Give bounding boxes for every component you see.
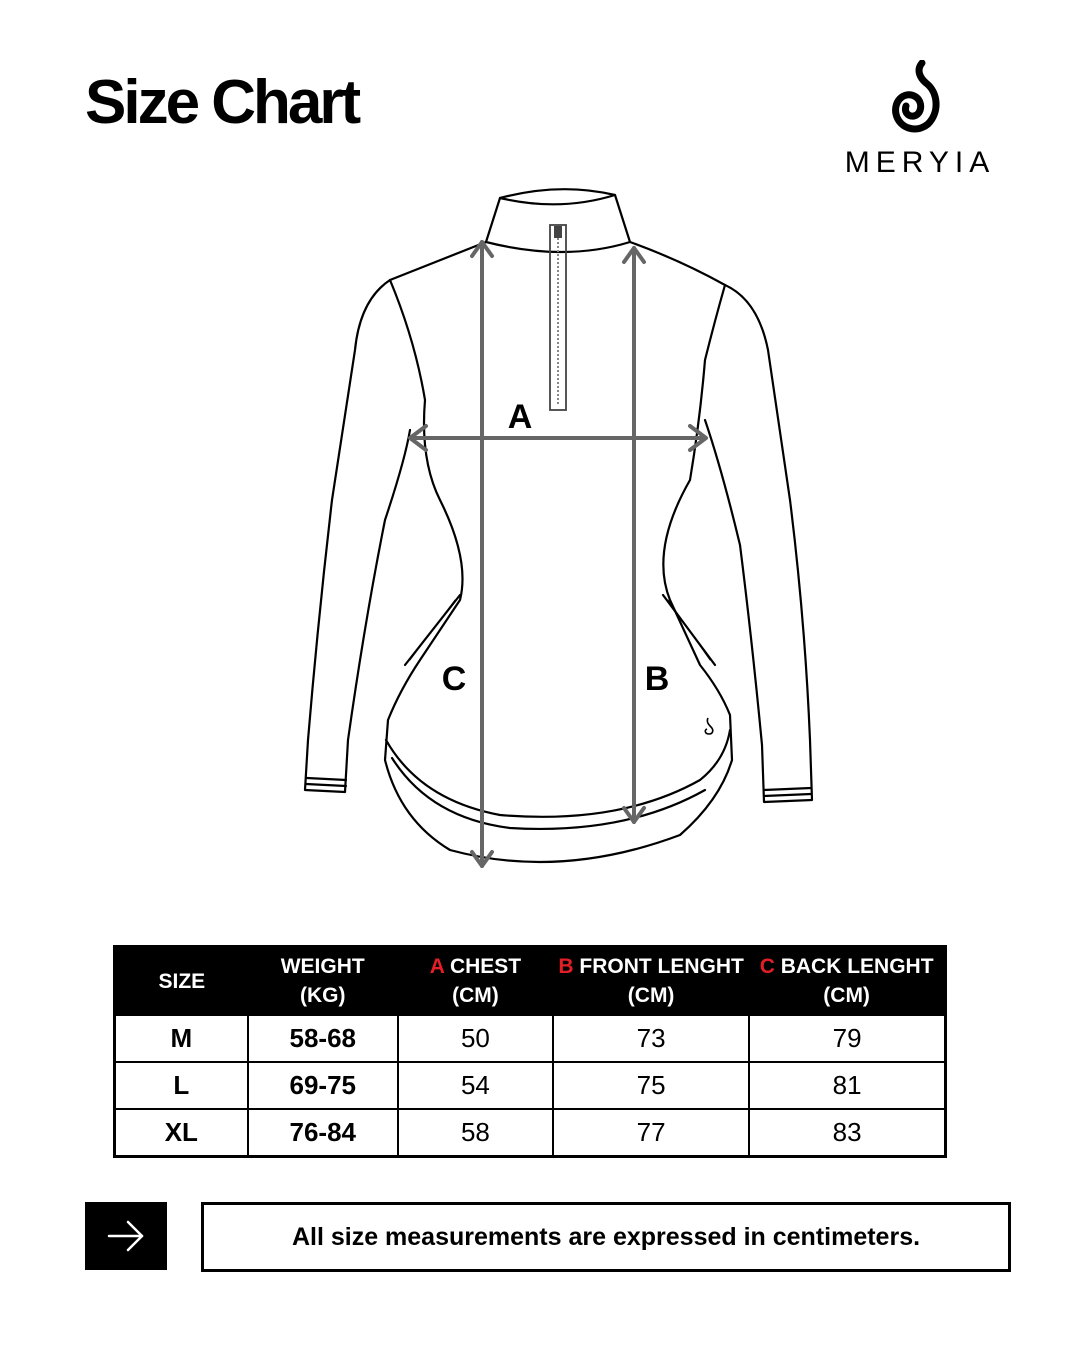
cell-back-length: 81 [749,1062,945,1109]
flame-drop-logo-icon [890,60,950,136]
cell-back-length: 83 [749,1109,945,1157]
brand-name: MERYIA [844,146,996,179]
header-chest: A CHEST (CM) [398,947,553,1016]
cell-weight: 58-68 [248,1015,398,1062]
header-front-length: B FRONT LENGHT (CM) [553,947,749,1016]
brand-logo [830,60,1010,185]
cell-front-length: 75 [553,1062,749,1109]
arrow-box [85,1202,167,1270]
label-b: B [644,660,670,698]
cell-chest: 50 [398,1015,553,1062]
cell-back-length: 79 [749,1015,945,1062]
cell-chest: 54 [398,1062,553,1109]
page-title: Size Chart [85,68,359,137]
table-row [115,1062,946,1109]
cell-size: M [115,1015,248,1062]
table-row [115,1015,946,1062]
cell-front-length: 77 [553,1109,749,1157]
label-c: C [441,660,467,698]
label-a: A [507,398,533,436]
cell-size: L [115,1062,248,1109]
cell-size: XL [115,1109,248,1157]
size-table [113,945,947,1158]
cell-weight: 76-84 [248,1109,398,1157]
table-header-row [115,947,946,1016]
cell-weight: 69-75 [248,1062,398,1109]
garment-diagram [290,180,830,880]
cell-chest: 58 [398,1109,553,1157]
arrow-right-icon [106,1218,146,1254]
header-back-length: C BACK LENGHT (CM) [749,947,945,1016]
header-size: SIZE [115,947,248,1016]
garment-logo-icon [705,718,712,734]
measurement-note-text: All size measurements are expressed in centimeters. [291,1222,921,1251]
cell-front-length: 73 [553,1015,749,1062]
header-weight: WEIGHT (KG) [248,947,398,1016]
table-row [115,1109,946,1157]
measurement-note [201,1202,1011,1272]
